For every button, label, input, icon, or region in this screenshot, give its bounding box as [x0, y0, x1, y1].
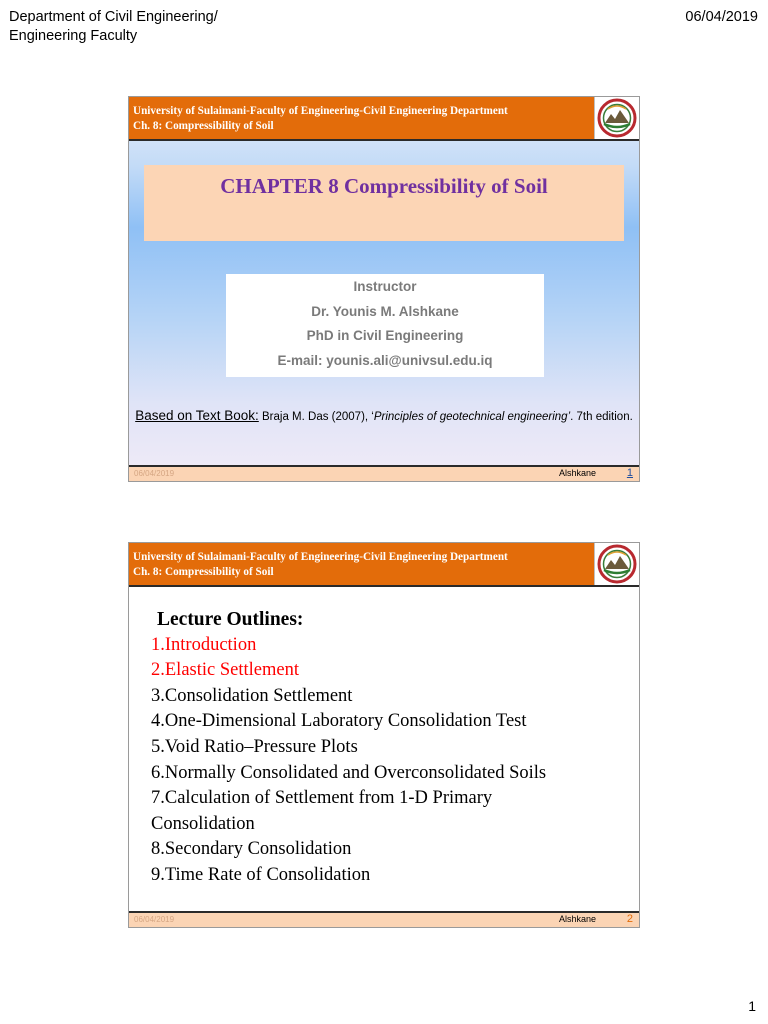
textbook-author: Braja M. Das (2007), ‘ — [262, 411, 374, 423]
outline-heading: Lecture Outlines: — [157, 609, 304, 630]
faculty-line: Engineering Faculty — [9, 28, 138, 44]
page-header — [9, 8, 218, 46]
outline-item: 5.Void Ratio–Pressure Plots — [151, 736, 358, 757]
instructor-degree: PhD in Civil Engineering — [306, 328, 464, 343]
university-logo-icon — [594, 97, 639, 139]
page-number: 1 — [748, 998, 756, 1014]
outline-item: 9.Time Rate of Consolidation — [151, 864, 371, 885]
outline-item: 2.Elastic Settlement — [151, 660, 299, 681]
outline-item: Consolidation — [151, 813, 255, 834]
outline-item: 8.Secondary Consolidation — [151, 839, 352, 860]
instructor-role: Instructor — [353, 279, 417, 294]
page-header-date: 06/04/2019 — [685, 9, 758, 25]
slide-banner — [129, 543, 639, 587]
banner-title — [133, 550, 508, 580]
footer-date: 06/04/2019 — [134, 915, 175, 924]
textbook-title: Principles of geotechnical engineering’ — [373, 411, 571, 423]
outline-item: 7.Calculation of Settlement from 1-D Primary — [151, 788, 493, 809]
footer-date: 06/04/2019 — [134, 469, 175, 478]
university-logo-icon — [594, 543, 639, 585]
footer-author: Alshkane — [559, 468, 597, 478]
footer-slide-number[interactable]: 1 — [626, 467, 633, 479]
slide-footer — [129, 465, 639, 481]
textbook-reference — [129, 407, 639, 426]
slide-footer — [129, 911, 639, 927]
banner-university: University of Sulaimani-Faculty of Engineering-Civil Engineering Department — [133, 551, 508, 563]
textbook-label: Based on Text Book: — [135, 408, 259, 423]
slide-banner — [129, 97, 639, 141]
instructor-box — [226, 274, 544, 377]
outline-item: 6.Normally Consolidated and Overconsolidated Soils — [151, 762, 547, 783]
textbook-edition: . 7th edition. — [570, 411, 633, 423]
banner-chapter: Ch. 8: Compressibility of Soil — [133, 566, 274, 578]
footer-slide-number: 2 — [626, 913, 633, 925]
banner-university: University of Sulaimani-Faculty of Engineering-Civil Engineering Department — [133, 105, 508, 117]
banner-chapter: Ch. 8: Compressibility of Soil — [133, 120, 274, 132]
footer-author: Alshkane — [559, 914, 597, 924]
banner-title — [133, 104, 508, 134]
department-line: Department of Civil Engineering/ — [9, 9, 218, 25]
slide-1 — [128, 96, 640, 482]
instructor-email: E-mail: younis.ali@univsul.edu.iq — [277, 352, 493, 368]
outline-item: 3.Consolidation Settlement — [151, 685, 353, 706]
lecture-outline — [151, 607, 546, 889]
outline-item: 4.One-Dimensional Laboratory Consolidation Test — [151, 711, 527, 732]
outline-item: 1.Introduction — [151, 634, 257, 655]
chapter-title: CHAPTER 8 Compressibility of Soil — [220, 174, 548, 198]
instructor-name: Dr. Younis M. Alshkane — [311, 303, 459, 319]
slide-2 — [128, 542, 640, 928]
chapter-title-box — [144, 165, 624, 241]
